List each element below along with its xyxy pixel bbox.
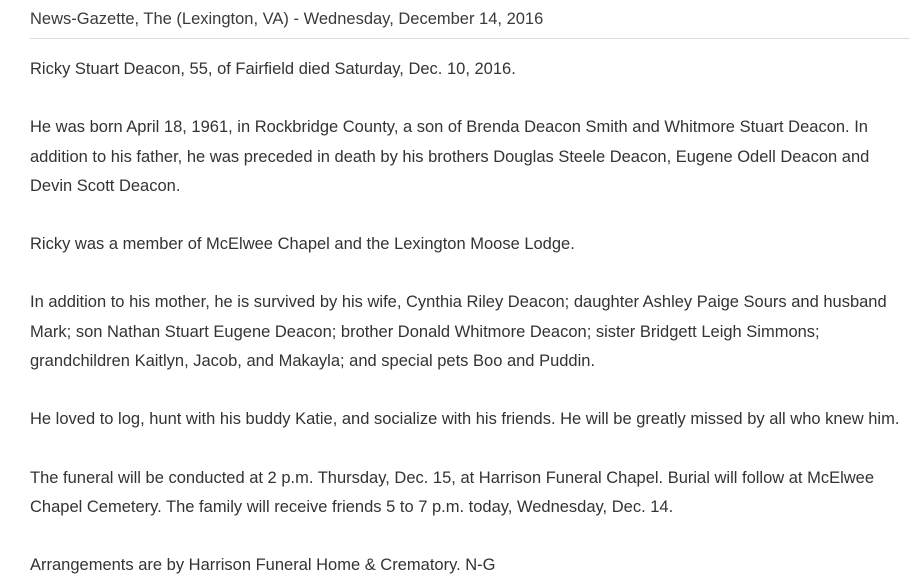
obituary-paragraph-funeral-home: Arrangements are by Harrison Funeral Home & Crematory. N-G — [30, 556, 496, 575]
obituary-paragraph-funeral-arrangements: The funeral will be conducted at 2 p.m. Thursday, Dec. 15, at Harrison Funeral Chapel. Burial will follow at McElwee Chapel Cemetery. The family will receive friends 5 to 7 p.m. today, Wednesday, Dec. 14. — [30, 468, 875, 516]
obituary-paragraph-interests: He loved to log, hunt with his buddy Katie, and socialize with his friends. He will be greatly missed by all who knew him. — [30, 410, 900, 429]
obituary-container — [30, 0, 910, 581]
obituary-paragraph-memberships: Ricky was a member of McElwee Chapel and the Lexington Moose Lodge. — [30, 235, 575, 254]
publication-source-line: News-Gazette, The (Lexington, VA) - Wednesday, December 14, 2016 — [30, 0, 910, 39]
obituary-body — [30, 55, 910, 581]
obituary-paragraph-death-notice: Ricky Stuart Deacon, 55, of Fairfield died Saturday, Dec. 10, 2016. — [30, 60, 516, 78]
obituary-paragraph-survivors: In addition to his mother, he is survived by his wife, Cynthia Riley Deacon; daughter Ashley Paige Sours and husband Mark; son Nathan Stuart Eugene Deacon; brother Donald Whitmore Deacon; sister Bridgett Leigh Simmons; grandchildren Kaitlyn, Jacob, and Makayla; and special pets Boo and Puddin. — [30, 293, 887, 371]
obituary-paragraph-birth-and-family: He was born April 18, 1961, in Rockbridge County, a son of Brenda Deacon Smith and Whitmore Stuart Deacon. In addition to his father, he was preceded in death by his brothers Douglas Steele Deacon, Eugene Odell Deacon and Devin Scott Deacon. — [30, 118, 870, 195]
